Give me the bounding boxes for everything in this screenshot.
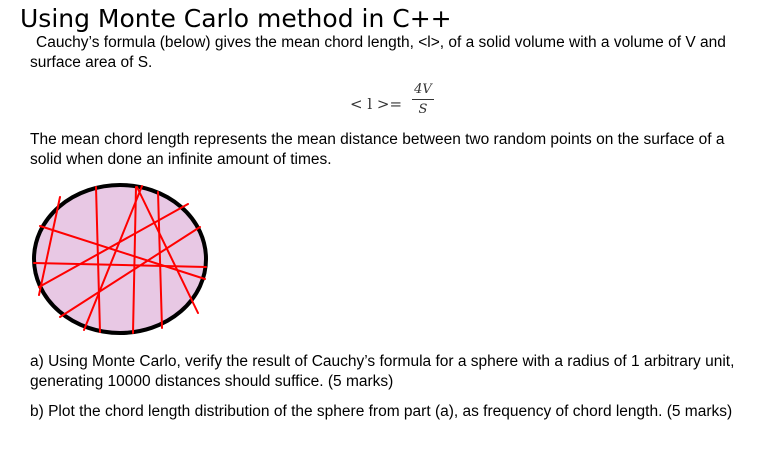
question-a: a) Using Monte Carlo, verify the result of Cauchy’s formula for a sphere with a radius of 1 arbitrary unit, generating 10000 distances should suffice. (5 marks) xyxy=(30,353,735,390)
formula-numerator: 4V xyxy=(414,82,432,97)
intro-paragraph: Cauchy’s formula (below) gives the mean chord length, <l>, of a solid volume with a volume of V and surface area of S. xyxy=(30,34,726,71)
formula-lhs: < l >= xyxy=(350,95,403,113)
formula-fraction xyxy=(412,82,434,118)
sphere-outline xyxy=(34,185,206,333)
chord-diagram xyxy=(30,183,210,343)
page-title: Using Monte Carlo method in C++ xyxy=(20,4,452,33)
question-b: b) Plot the chord length distribution of the sphere from part (a), as frequency of chord length. (5 marks) xyxy=(30,403,733,420)
formula-denominator: S xyxy=(418,102,428,117)
fraction-bar xyxy=(412,99,434,100)
description-paragraph: The mean chord length represents the mean distance between two random points on the surface of a solid when done an infinite amount of times. xyxy=(30,131,725,168)
